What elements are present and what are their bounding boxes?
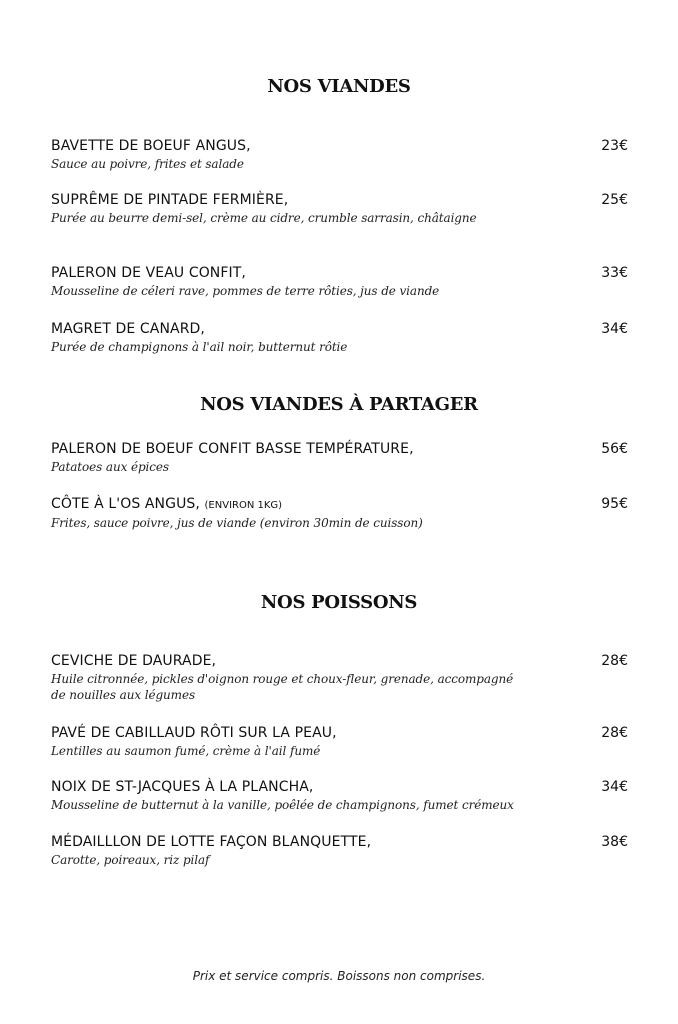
item-description: Mousseline de céleri rave, pommes de terre rôties, jus de viande bbox=[51, 284, 440, 298]
item-price: 34€ bbox=[601, 779, 628, 795]
item-price: 34€ bbox=[601, 321, 628, 337]
item-description: Patatoes aux épices bbox=[51, 460, 169, 474]
item-description: Lentilles au saumon fumé, crème à l'ail fumé bbox=[51, 744, 321, 758]
menu-item-bavette bbox=[51, 138, 631, 172]
section-title-nos-viandes: NOS VIANDES bbox=[267, 76, 411, 97]
item-name: CÔTE À L'OS ANGUS, bbox=[51, 496, 200, 512]
item-price: 25€ bbox=[601, 192, 628, 208]
item-price: 38€ bbox=[601, 834, 628, 850]
item-description: Carotte, poireaux, riz pilaf bbox=[51, 853, 210, 867]
item-price: 28€ bbox=[601, 653, 628, 669]
item-name: PAVÉ DE CABILLAUD RÔTI SUR LA PEAU, bbox=[51, 725, 337, 741]
item-weight-note: (ENVIRON 1KG) bbox=[204, 500, 283, 511]
item-description: Sauce au poivre, frites et salade bbox=[51, 157, 244, 171]
item-name: PALERON DE BOEUF CONFIT BASSE TEMPÉRATURE, bbox=[51, 441, 414, 457]
footer-note: Prix et service compris. Boissons non comprises. bbox=[192, 969, 486, 983]
menu-item-supreme-pintade bbox=[51, 192, 631, 226]
item-price: 95€ bbox=[601, 496, 628, 512]
section-title-nos-poissons: NOS POISSONS bbox=[260, 592, 418, 613]
item-price: 28€ bbox=[601, 725, 628, 741]
menu-item-noix-st-jacques bbox=[51, 779, 631, 813]
item-name: MAGRET DE CANARD, bbox=[51, 321, 205, 337]
item-description: Frites, sauce poivre, jus de viande (environ 30min de cuisson) bbox=[51, 516, 423, 530]
menu-item-cote-os-angus bbox=[51, 496, 631, 531]
item-price: 23€ bbox=[601, 138, 628, 154]
item-description: Purée de champignons à l'ail noir, butternut rôtie bbox=[51, 340, 348, 354]
item-name: CEVICHE DE DAURADE, bbox=[51, 653, 217, 669]
menu-item-paleron-veau bbox=[51, 265, 631, 299]
menu-item-medaillon-lotte bbox=[51, 834, 631, 868]
item-price: 33€ bbox=[601, 265, 628, 281]
item-name: PALERON DE VEAU CONFIT, bbox=[51, 265, 246, 281]
item-name: NOIX DE ST-JACQUES À LA PLANCHA, bbox=[51, 779, 314, 795]
item-price: 56€ bbox=[601, 441, 628, 457]
item-name-row bbox=[51, 496, 631, 514]
menu-item-magret-canard bbox=[51, 321, 631, 355]
section-title-viandes-a-partager: NOS VIANDES À PARTAGER bbox=[200, 394, 478, 415]
item-description: Huile citronnée, pickles d'oignon rouge et choux-fleur, grenade, accompagné de nouilles aux légumes bbox=[51, 672, 514, 702]
menu-item-ceviche-daurade bbox=[51, 653, 631, 703]
item-description: Purée au beurre demi-sel, crème au cidre, crumble sarrasin, châtaigne bbox=[51, 211, 477, 225]
menu-item-paleron-boeuf bbox=[51, 441, 631, 475]
item-description: Mousseline de butternut à la vanille, poêlée de champignons, fumet crémeux bbox=[51, 798, 514, 812]
item-name: BAVETTE DE BOEUF ANGUS, bbox=[51, 138, 251, 154]
item-name: SUPRÊME DE PINTADE FERMIÈRE, bbox=[51, 192, 289, 208]
item-name: MÉDAILLLON DE LOTTE FAÇON BLANQUETTE, bbox=[51, 834, 372, 850]
menu-item-pave-cabillaud bbox=[51, 725, 631, 759]
